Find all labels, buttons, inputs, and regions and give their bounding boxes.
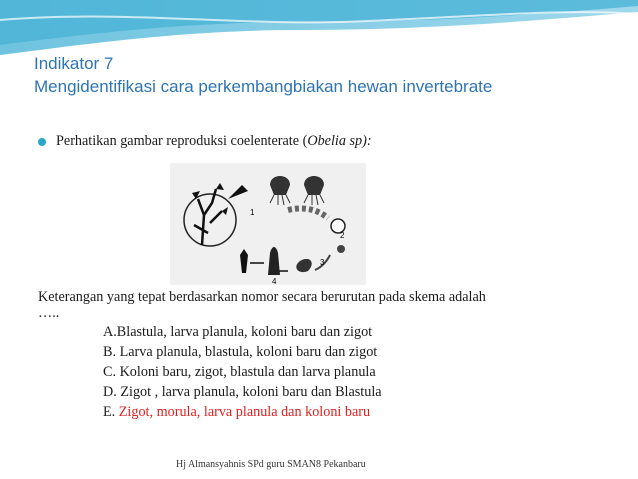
option-c xyxy=(103,362,382,382)
figure-label-2: 2 xyxy=(340,231,345,240)
option-e-label: E. xyxy=(103,404,116,420)
option-d xyxy=(103,382,382,402)
option-c-text: Koloni baru, zigot, blastula dan larva planula xyxy=(119,364,376,380)
obelia-reproduction-figure xyxy=(170,163,366,285)
option-e xyxy=(103,402,382,422)
slide-footer: Hj Almansyahnis SPd guru SMAN8 Pekanbaru xyxy=(176,459,366,470)
title-line-1: Indikator 7 xyxy=(34,54,114,73)
option-d-label: D. xyxy=(103,384,117,400)
bullet-item xyxy=(38,133,372,150)
bullet-italic-text: Obelia sp): xyxy=(307,133,372,149)
header-wave-decoration xyxy=(0,0,638,60)
title-line-2: Mengidentifikasi cara perkembangbiakan hewan invertebrate xyxy=(34,77,493,96)
question-text xyxy=(38,289,608,321)
bullet-icon xyxy=(38,138,46,146)
slide-title xyxy=(34,52,492,98)
option-a: A.Blastula, larva planula, koloni baru dan zigot xyxy=(103,324,373,340)
option-c-label: C. xyxy=(103,364,117,380)
option-d-text: Zigot , larva planula, koloni baru dan Blastula xyxy=(120,384,382,400)
option-b-label: B. xyxy=(103,344,117,360)
answer-options xyxy=(103,322,382,422)
figure-label-4: 4 xyxy=(272,277,277,285)
bullet-text: Perhatikan gambar reproduksi coelenterate ( xyxy=(56,133,308,149)
figure-label-1: 1 xyxy=(250,208,255,217)
option-b-text: Larva planula, blastula, koloni baru dan zigot xyxy=(119,344,378,360)
question-dots: ….. xyxy=(38,305,60,321)
figure-label-3: 3 xyxy=(320,258,325,267)
question-stem: Keterangan yang tepat berdasarkan nomor secara berurutan pada skema adalah xyxy=(38,289,486,305)
option-b xyxy=(103,342,382,362)
option-e-text: Zigot, morula, larva planula dan koloni baru xyxy=(118,404,371,420)
